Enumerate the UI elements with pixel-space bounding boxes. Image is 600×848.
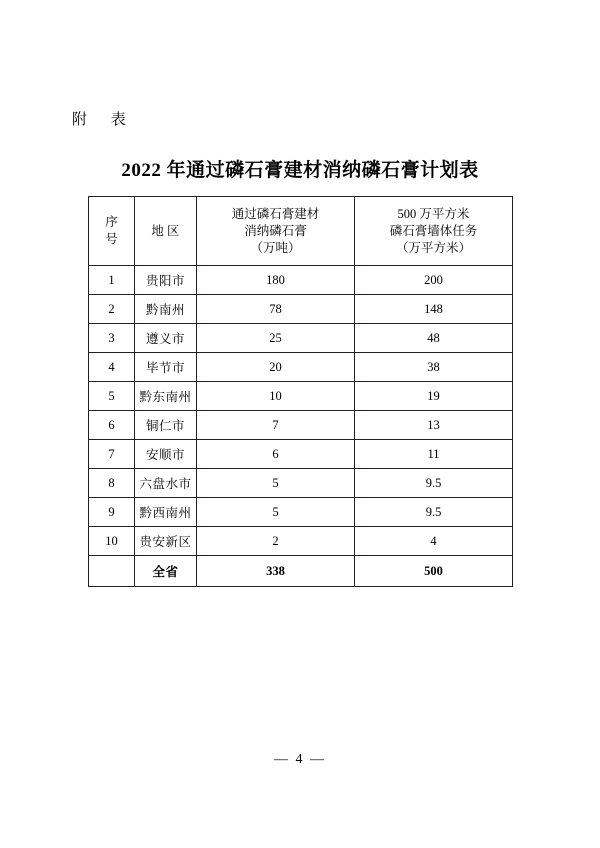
cell-wall-task: 148 — [355, 295, 513, 324]
cell-total-consumption: 338 — [197, 556, 355, 587]
cell-wall-task: 4 — [355, 527, 513, 556]
cell-consumption: 180 — [197, 266, 355, 295]
table-total-row — [89, 556, 513, 587]
cell-region: 六盘水市 — [135, 469, 197, 498]
plan-table-wrapper — [88, 196, 512, 587]
attachment-label: 附 表 — [72, 112, 136, 128]
cell-wall-task: 11 — [355, 440, 513, 469]
page-title: 2022 年通过磷石膏建材消纳磷石膏计划表 — [121, 160, 479, 181]
cell-total-label: 全省 — [135, 556, 197, 587]
cell-wall-task: 9.5 — [355, 469, 513, 498]
table-row — [89, 469, 513, 498]
cell-wall-task: 48 — [355, 324, 513, 353]
plan-table — [88, 196, 513, 587]
table-row — [89, 527, 513, 556]
cell-wall-task: 19 — [355, 382, 513, 411]
cell-total-seq — [89, 556, 135, 587]
cell-consumption: 78 — [197, 295, 355, 324]
cell-seq: 6 — [89, 411, 135, 440]
cell-consumption: 5 — [197, 498, 355, 527]
cell-region: 黔南州 — [135, 295, 197, 324]
cell-seq: 7 — [89, 440, 135, 469]
cell-total-wall-task: 500 — [355, 556, 513, 587]
cell-region: 遵义市 — [135, 324, 197, 353]
cell-consumption: 5 — [197, 469, 355, 498]
table-row — [89, 411, 513, 440]
cell-region: 贵阳市 — [135, 266, 197, 295]
cell-consumption: 25 — [197, 324, 355, 353]
cell-region: 黔西南州 — [135, 498, 197, 527]
cell-consumption: 6 — [197, 440, 355, 469]
cell-wall-task: 9.5 — [355, 498, 513, 527]
table-row — [89, 353, 513, 382]
table-row — [89, 324, 513, 353]
cell-seq: 1 — [89, 266, 135, 295]
cell-region: 铜仁市 — [135, 411, 197, 440]
cell-seq: 5 — [89, 382, 135, 411]
table-row — [89, 498, 513, 527]
cell-region: 贵安新区 — [135, 527, 197, 556]
cell-region: 安顺市 — [135, 440, 197, 469]
cell-seq: 3 — [89, 324, 135, 353]
column-header-region: 地 区 — [135, 197, 197, 266]
page-number: — 4 — — [274, 752, 326, 767]
table-body — [89, 266, 513, 587]
cell-region: 黔东南州 — [135, 382, 197, 411]
column-header-wall-task: 500 万平方米 磷石膏墙体任务 （万平方米） — [355, 197, 513, 266]
cell-seq: 9 — [89, 498, 135, 527]
cell-wall-task: 38 — [355, 353, 513, 382]
table-row — [89, 295, 513, 324]
cell-wall-task: 13 — [355, 411, 513, 440]
table-header — [89, 197, 513, 266]
table-row — [89, 440, 513, 469]
cell-seq: 4 — [89, 353, 135, 382]
cell-consumption: 2 — [197, 527, 355, 556]
cell-consumption: 7 — [197, 411, 355, 440]
table-row — [89, 266, 513, 295]
cell-seq: 10 — [89, 527, 135, 556]
column-header-consumption: 通过磷石膏建材 消纳磷石膏 （万吨） — [197, 197, 355, 266]
cell-seq: 8 — [89, 469, 135, 498]
cell-consumption: 10 — [197, 382, 355, 411]
table-header-row — [89, 197, 513, 266]
cell-consumption: 20 — [197, 353, 355, 382]
cell-wall-task: 200 — [355, 266, 513, 295]
cell-region: 毕节市 — [135, 353, 197, 382]
column-header-seq: 序 号 — [89, 197, 135, 266]
cell-seq: 2 — [89, 295, 135, 324]
table-row — [89, 382, 513, 411]
